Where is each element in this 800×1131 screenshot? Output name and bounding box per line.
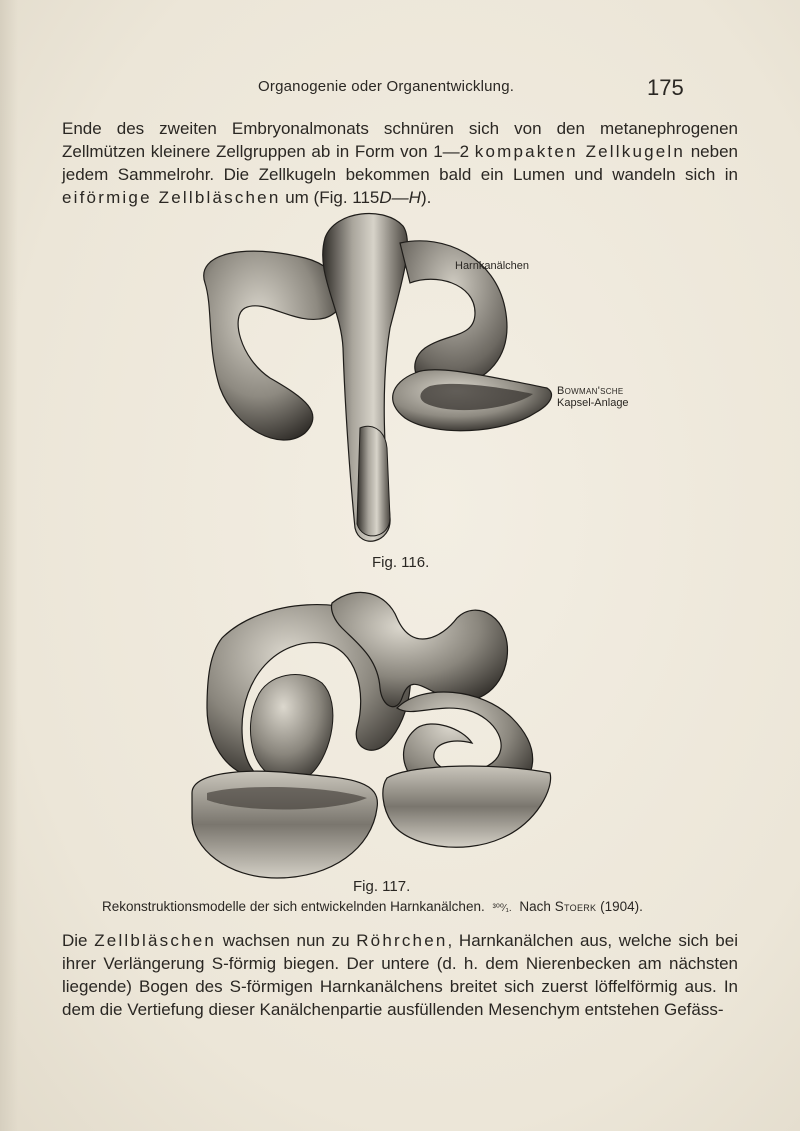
label-bowman-capsule <box>557 385 629 409</box>
figure-reference: D—H <box>379 188 421 207</box>
caption-author: Stoerk <box>554 899 597 914</box>
figure-117-label: Fig. 117. <box>353 878 411 895</box>
caption-text: Rekonstruktionsmodelle der sich entwickelnden Harnkanälchen. <box>102 899 485 914</box>
tubule-model-illustration-2 <box>182 578 564 898</box>
magnification: ³⁰⁰⁄₁. <box>492 903 512 914</box>
spaced-term: Röhrchen <box>356 931 448 950</box>
figure-117-illustration <box>182 578 564 898</box>
caption-year: (1904). <box>596 899 643 914</box>
label-bowman-line-2: Kapsel-Anlage <box>557 397 629 409</box>
paragraph-text: Ende des zweiten Embryonalmonats schnüren sich von den metanephrogenen Zellmützen kleinere Zellgruppen ab in Form von 1—2 <box>62 119 738 161</box>
paragraph-bottom <box>62 929 738 1021</box>
label-bowman-line-1: Bowman'sche <box>557 385 624 397</box>
label-harnkanaelchen: Harnkanälchen <box>455 260 529 272</box>
page-number: 175 <box>647 75 684 100</box>
spaced-term: eiförmige Zellbläschen <box>62 188 281 207</box>
tubule-model-illustration <box>185 198 585 556</box>
spaced-term: Zellbläschen <box>94 931 217 950</box>
paragraph-text: ). <box>420 188 432 207</box>
paragraph-text: Die <box>62 931 95 950</box>
figure-116-illustration <box>185 198 585 556</box>
caption-source-prefix: Nach <box>519 899 555 914</box>
figure-caption <box>102 899 643 914</box>
paragraph-text: , Harnkanälchen aus, welche sich bei ihrer Verlängerung S-förmig biegen. Der untere (d. h. dem Nierenbecken am nächsten liegende) Bogen des S-förmigen Harnkanälchens breitet sich zuerst löffelförmig aus. In dem die Vertiefung dieser Kanälchenpartie ausfüllenden Mesenchym entstehen Gefäss- <box>62 931 738 1019</box>
paragraph-top <box>62 117 738 209</box>
figure-116-label: Fig. 116. <box>372 554 430 571</box>
paragraph-text: wachsen nun zu <box>216 931 357 950</box>
page-gutter-shadow <box>0 0 18 1131</box>
running-title: Organogenie oder Organentwicklung. <box>258 78 515 95</box>
paragraph-text: neben jedem Sammelrohr. Die Zellkugeln bekommen bald ein Lumen und wandeln sich in <box>62 142 738 184</box>
spaced-term: kompakten Zellkugeln <box>474 142 686 161</box>
paragraph-text: um (Fig. 115 <box>280 188 380 207</box>
running-head <box>0 75 800 102</box>
